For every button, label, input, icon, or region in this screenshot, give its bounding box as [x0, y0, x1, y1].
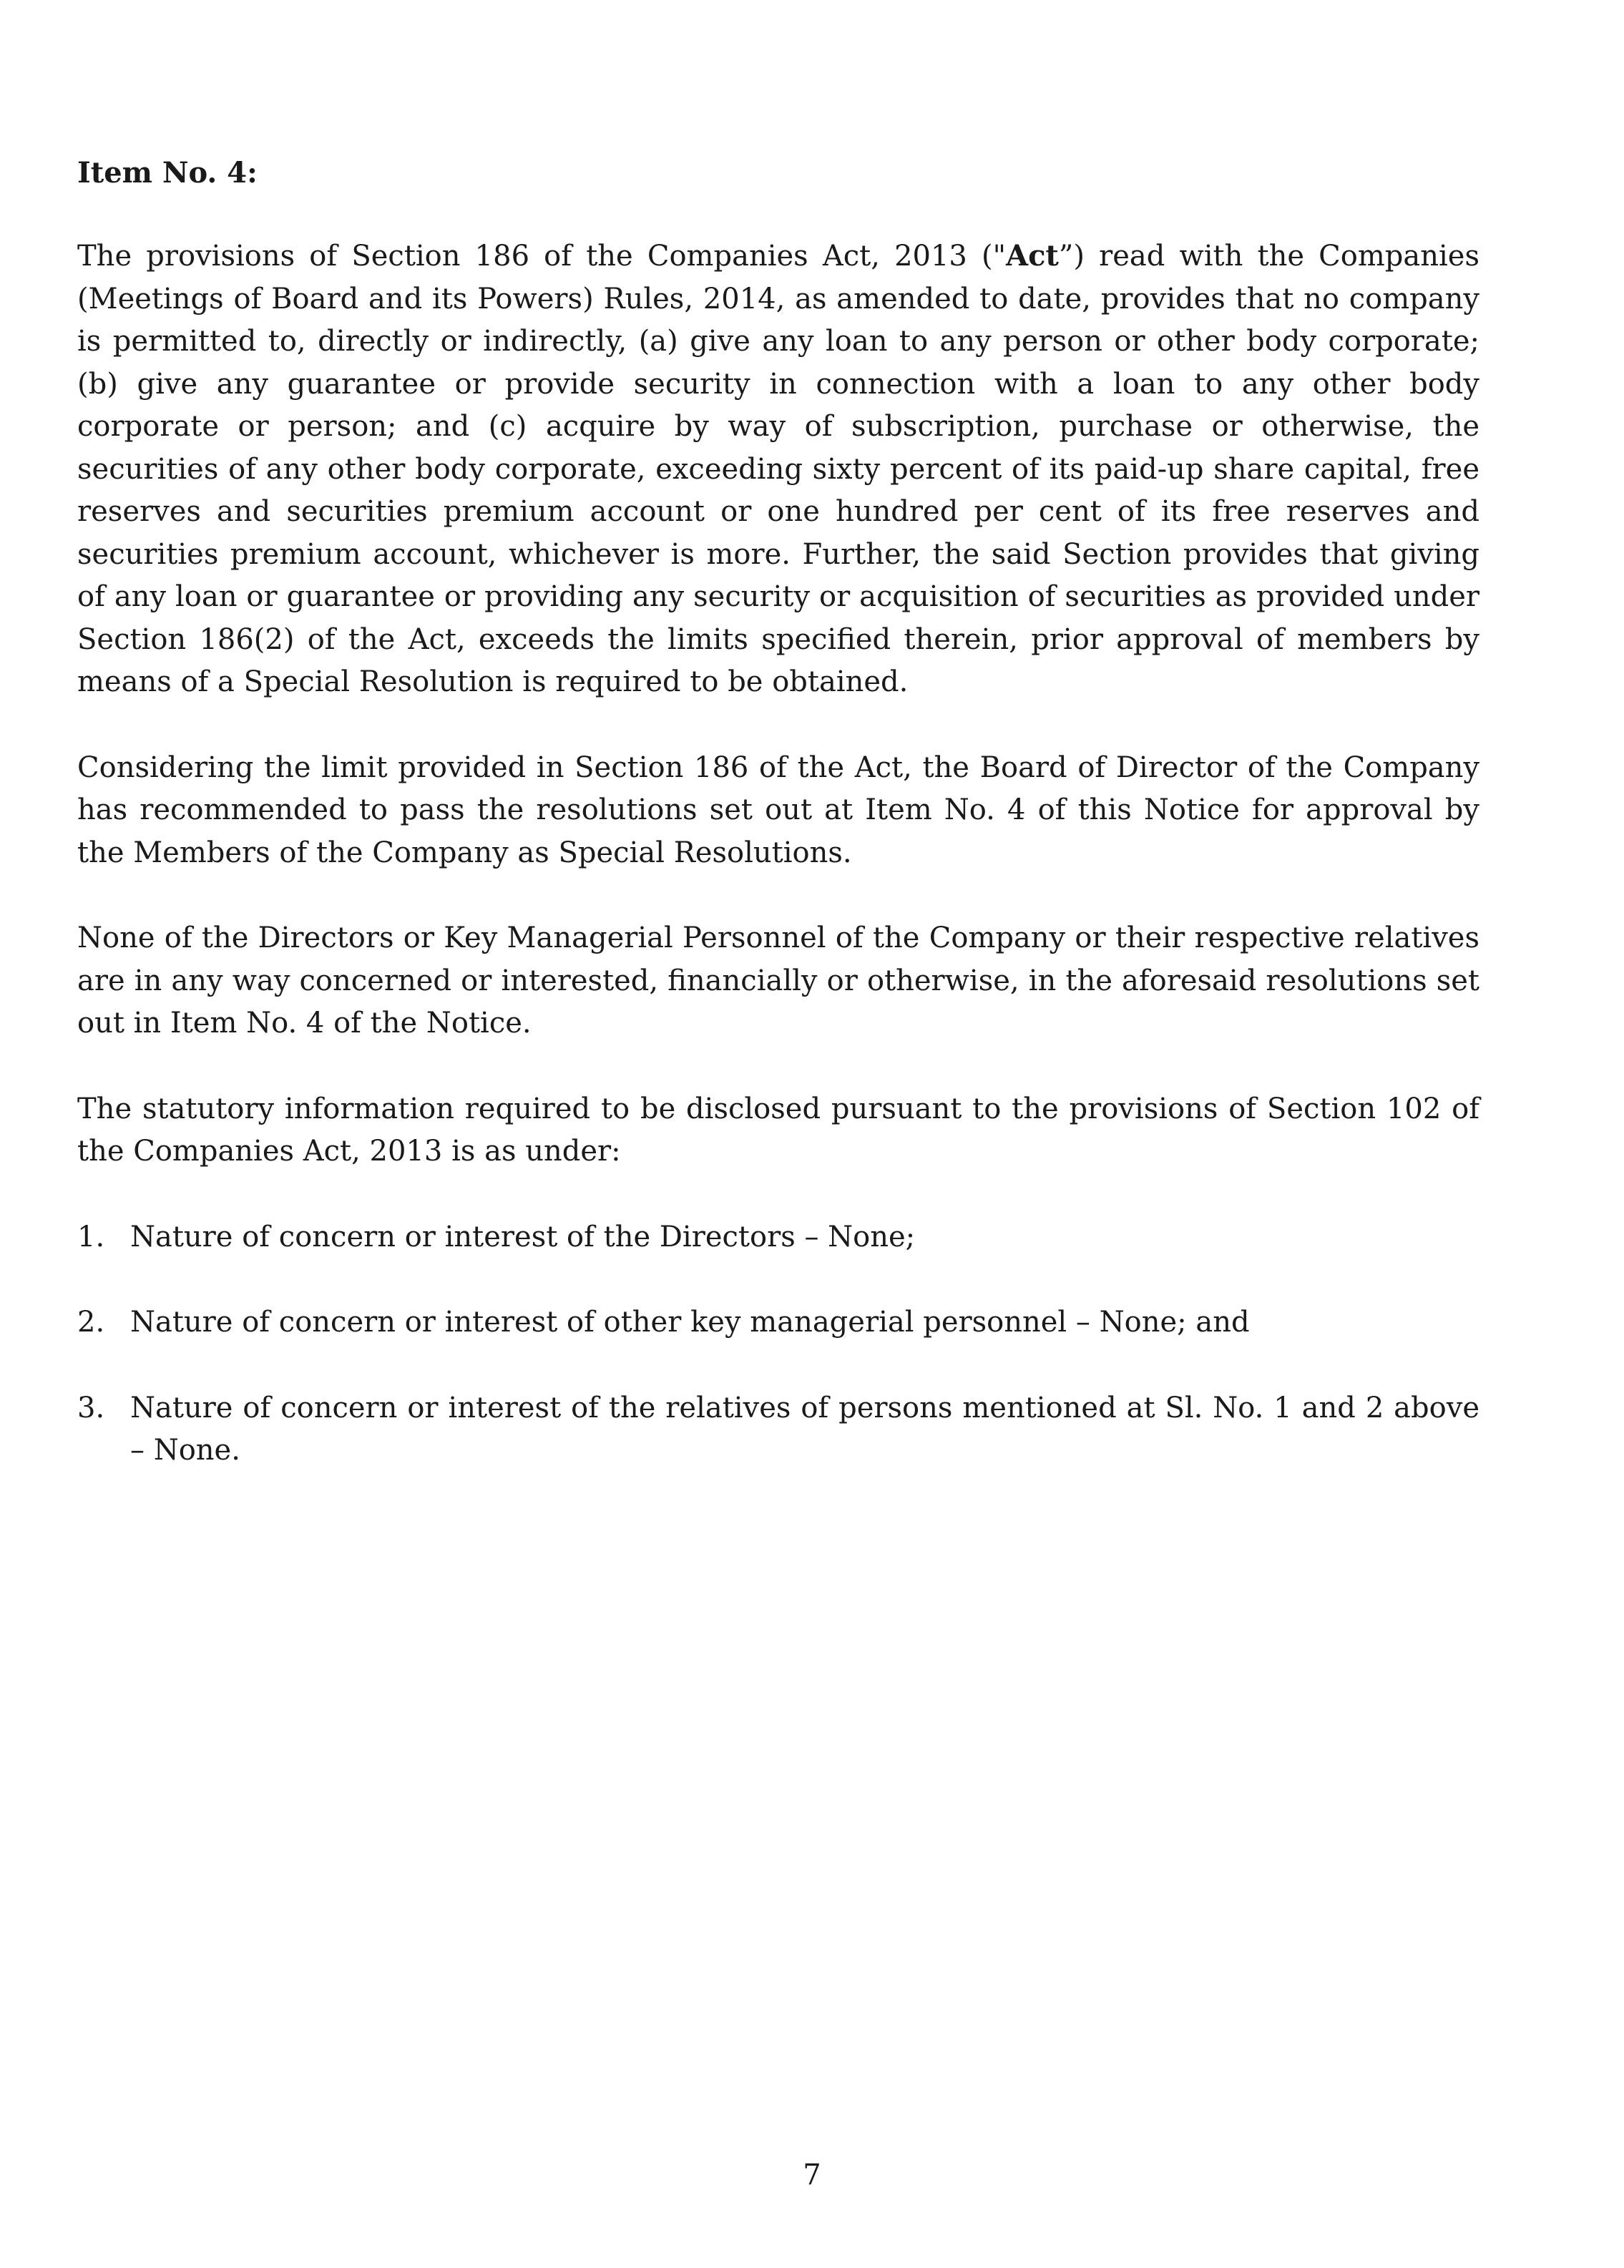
list-item — [77, 1387, 1479, 1472]
list-item-text: Nature of concern or interest of the Directors – None; — [130, 1220, 916, 1253]
paragraph-section-186 — [77, 235, 1479, 704]
list-item-number: 2. — [77, 1306, 105, 1339]
list-item-number: 3. — [77, 1391, 105, 1424]
list-item-number: 1. — [77, 1220, 105, 1253]
paragraph-board-recommendation: Considering the limit provided in Section 186 of the Act, the Board of Director of the Company has recommended to pass the resolutions set out at Item No. 4 of this Notice for approval by the Members of the Company as Special Resolutions. — [77, 751, 1479, 869]
document-body — [77, 152, 1479, 1515]
paragraph-section-186-start: The provisions of Section 186 of the Companies Act, 2013 (" — [77, 240, 1007, 273]
paragraph-statutory-information: The statutory information required to be disclosed pursuant to the provisions of Section 102 of the Companies Act, 2013 is as under: — [77, 1092, 1479, 1168]
item-heading: Item No. 4: — [77, 156, 258, 190]
disclosure-list — [77, 1216, 1479, 1472]
paragraph-section-186-rest: ”) read with the Companies (Meetings of Board and its Powers) Rules, 2014, as amended to date, provides that no company is permitted to, directly or indirectly, (a) give any loan to any person or other body corporate; (b) give any guarantee or provide security in connection with a loan to any other body corporate or person; and (c) acquire by way of subscription, purchase or otherwise, the securities of any other body corporate, exceeding sixty percent of its paid-up share capital, free reserves and securities premium account or one hundred per cent of its free reserves and securities premium account, whichever is more. Further, the said Section provides that giving of any loan or guarantee or providing any security or acquisition of securities as provided under Section 186(2) of the Act, exceeds the limits specified therein, prior approval of members by means of a Special Resolution is required to be obtained. — [77, 240, 1480, 698]
list-item-text: Nature of concern or interest of the relatives of persons mentioned at Sl. No. 1 and 2 above – None. — [130, 1391, 1479, 1467]
list-item-text: Nature of concern or interest of other key managerial personnel – None; and — [130, 1306, 1250, 1339]
act-bold-term: Act — [1006, 239, 1059, 273]
list-item — [77, 1301, 1479, 1344]
list-item — [77, 1216, 1479, 1259]
paragraph-directors-interest: None of the Directors or Key Managerial Personnel of the Company or their respective relatives are in any way concerned or interested, financially or otherwise, in the aforesaid resolutions set out in Item No. 4 of the Notice. — [77, 922, 1479, 1040]
page-number: 7 — [803, 2159, 821, 2191]
